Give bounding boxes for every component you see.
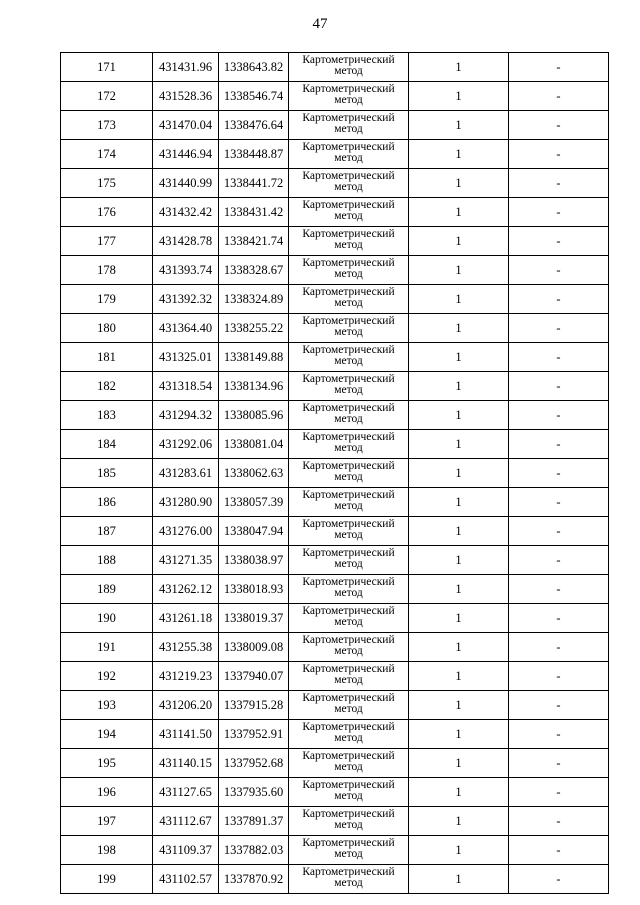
method-cell [289,314,409,343]
point-number-cell: 195 [61,749,153,778]
table-row [61,778,609,807]
method-cell [289,720,409,749]
precision-cell: 1 [409,807,509,836]
method-line-2: метод [334,413,363,425]
x-coordinate-cell: 431470.04 [153,111,219,140]
y-coordinate-cell: 1337915.28 [219,691,289,720]
point-number-cell: 191 [61,633,153,662]
method-cell [289,256,409,285]
method-line-1: Картометрический [302,692,395,704]
precision-cell: 1 [409,198,509,227]
table-row [61,430,609,459]
precision-cell: 1 [409,546,509,575]
table-row [61,285,609,314]
method-line-2: метод [334,152,363,164]
method-cell [289,343,409,372]
precision-cell: 1 [409,53,509,82]
method-cell [289,82,409,111]
description-cell: - [509,82,609,111]
x-coordinate-cell: 431271.35 [153,546,219,575]
x-coordinate-cell: 431127.65 [153,778,219,807]
method-cell [289,488,409,517]
point-number-cell: 188 [61,546,153,575]
description-cell: - [509,865,609,894]
point-number-cell: 185 [61,459,153,488]
y-coordinate-cell: 1338062.63 [219,459,289,488]
precision-cell: 1 [409,517,509,546]
y-coordinate-cell: 1338448.87 [219,140,289,169]
point-number-cell: 176 [61,198,153,227]
table-row [61,111,609,140]
description-cell: - [509,575,609,604]
point-number-cell: 181 [61,343,153,372]
description-cell: - [509,662,609,691]
method-cell [289,691,409,720]
description-cell: - [509,778,609,807]
y-coordinate-cell: 1338019.37 [219,604,289,633]
method-line-2: метод [334,355,363,367]
method-cell [289,459,409,488]
x-coordinate-cell: 431325.01 [153,343,219,372]
method-cell [289,865,409,894]
point-number-cell: 197 [61,807,153,836]
method-line-1: Картометрический [302,199,395,211]
precision-cell: 1 [409,459,509,488]
method-cell [289,372,409,401]
point-number-cell: 192 [61,662,153,691]
coordinates-table-body [61,53,609,894]
method-line-2: метод [334,529,363,541]
method-line-2: метод [334,848,363,860]
precision-cell: 1 [409,82,509,111]
method-line-2: метод [334,558,363,570]
x-coordinate-cell: 431528.36 [153,82,219,111]
point-number-cell: 198 [61,836,153,865]
method-line-1: Картометрический [302,576,395,588]
method-line-1: Картометрический [302,634,395,646]
point-number-cell: 187 [61,517,153,546]
x-coordinate-cell: 431140.15 [153,749,219,778]
point-number-cell: 182 [61,372,153,401]
y-coordinate-cell: 1338149.88 [219,343,289,372]
precision-cell: 1 [409,575,509,604]
table-row [61,53,609,82]
precision-cell: 1 [409,111,509,140]
description-cell: - [509,53,609,82]
y-coordinate-cell: 1338441.72 [219,169,289,198]
point-number-cell: 175 [61,169,153,198]
point-number-cell: 199 [61,865,153,894]
method-line-2: метод [334,732,363,744]
method-line-1: Картометрический [302,721,395,733]
method-cell [289,198,409,227]
y-coordinate-cell: 1338081.04 [219,430,289,459]
precision-cell: 1 [409,285,509,314]
point-number-cell: 193 [61,691,153,720]
precision-cell: 1 [409,314,509,343]
method-line-2: метод [334,587,363,599]
point-number-cell: 184 [61,430,153,459]
table-row [61,575,609,604]
x-coordinate-cell: 431102.57 [153,865,219,894]
description-cell: - [509,836,609,865]
x-coordinate-cell: 431294.32 [153,401,219,430]
method-line-1: Картометрический [302,460,395,472]
x-coordinate-cell: 431280.90 [153,488,219,517]
y-coordinate-cell: 1338431.42 [219,198,289,227]
description-cell: - [509,140,609,169]
table-row [61,691,609,720]
description-cell: - [509,227,609,256]
description-cell: - [509,198,609,227]
method-line-1: Картометрический [302,112,395,124]
y-coordinate-cell: 1338009.08 [219,633,289,662]
method-cell [289,227,409,256]
x-coordinate-cell: 431219.23 [153,662,219,691]
point-number-cell: 174 [61,140,153,169]
description-cell: - [509,111,609,140]
method-cell [289,807,409,836]
method-cell [289,546,409,575]
point-number-cell: 196 [61,778,153,807]
method-line-1: Картометрический [302,344,395,356]
table-row [61,372,609,401]
y-coordinate-cell: 1338328.67 [219,256,289,285]
method-line-2: метод [334,819,363,831]
y-coordinate-cell: 1337952.68 [219,749,289,778]
method-line-1: Картометрический [302,257,395,269]
point-number-cell: 190 [61,604,153,633]
description-cell: - [509,169,609,198]
x-coordinate-cell: 431446.94 [153,140,219,169]
point-number-cell: 177 [61,227,153,256]
method-cell [289,401,409,430]
y-coordinate-cell: 1338643.82 [219,53,289,82]
x-coordinate-cell: 431261.18 [153,604,219,633]
description-cell: - [509,430,609,459]
method-cell [289,140,409,169]
description-cell: - [509,633,609,662]
method-line-1: Картометрический [302,779,395,791]
y-coordinate-cell: 1338047.94 [219,517,289,546]
point-number-cell: 172 [61,82,153,111]
y-coordinate-cell: 1338057.39 [219,488,289,517]
precision-cell: 1 [409,836,509,865]
table-row [61,140,609,169]
table-row [61,459,609,488]
y-coordinate-cell: 1338018.93 [219,575,289,604]
method-line-2: метод [334,123,363,135]
x-coordinate-cell: 431392.32 [153,285,219,314]
description-cell: - [509,691,609,720]
precision-cell: 1 [409,488,509,517]
method-line-1: Картометрический [302,518,395,530]
method-cell [289,604,409,633]
point-number-cell: 183 [61,401,153,430]
method-line-1: Картометрический [302,866,395,878]
table-row [61,488,609,517]
method-line-2: метод [334,210,363,222]
table-row [61,865,609,894]
x-coordinate-cell: 431255.38 [153,633,219,662]
y-coordinate-cell: 1337935.60 [219,778,289,807]
table-row [61,256,609,285]
y-coordinate-cell: 1338476.64 [219,111,289,140]
precision-cell: 1 [409,256,509,285]
y-coordinate-cell: 1337882.03 [219,836,289,865]
method-line-2: метод [334,616,363,628]
description-cell: - [509,749,609,778]
y-coordinate-cell: 1337891.37 [219,807,289,836]
precision-cell: 1 [409,720,509,749]
method-line-1: Картометрический [302,141,395,153]
method-line-2: метод [334,239,363,251]
y-coordinate-cell: 1338255.22 [219,314,289,343]
description-cell: - [509,604,609,633]
x-coordinate-cell: 431393.74 [153,256,219,285]
method-line-1: Картометрический [302,83,395,95]
y-coordinate-cell: 1338421.74 [219,227,289,256]
x-coordinate-cell: 431109.37 [153,836,219,865]
description-cell: - [509,314,609,343]
method-cell [289,575,409,604]
x-coordinate-cell: 431440.99 [153,169,219,198]
x-coordinate-cell: 431112.67 [153,807,219,836]
x-coordinate-cell: 431262.12 [153,575,219,604]
method-line-2: метод [334,761,363,773]
description-cell: - [509,459,609,488]
method-line-2: метод [334,65,363,77]
precision-cell: 1 [409,430,509,459]
table-row [61,169,609,198]
method-line-1: Картометрический [302,489,395,501]
precision-cell: 1 [409,778,509,807]
description-cell: - [509,285,609,314]
method-line-2: метод [334,790,363,802]
point-number-cell: 194 [61,720,153,749]
method-cell [289,662,409,691]
method-cell [289,430,409,459]
method-cell [289,111,409,140]
precision-cell: 1 [409,633,509,662]
x-coordinate-cell: 431431.96 [153,53,219,82]
precision-cell: 1 [409,691,509,720]
precision-cell: 1 [409,372,509,401]
method-line-1: Картометрический [302,547,395,559]
y-coordinate-cell: 1338324.89 [219,285,289,314]
point-number-cell: 173 [61,111,153,140]
coordinates-table [60,52,609,894]
description-cell: - [509,488,609,517]
method-line-2: метод [334,268,363,280]
description-cell: - [509,401,609,430]
precision-cell: 1 [409,865,509,894]
method-line-1: Картометрический [302,605,395,617]
description-cell: - [509,546,609,575]
x-coordinate-cell: 431141.50 [153,720,219,749]
method-cell [289,169,409,198]
precision-cell: 1 [409,401,509,430]
y-coordinate-cell: 1338546.74 [219,82,289,111]
precision-cell: 1 [409,343,509,372]
method-line-2: метод [334,703,363,715]
x-coordinate-cell: 431276.00 [153,517,219,546]
precision-cell: 1 [409,662,509,691]
method-cell [289,749,409,778]
x-coordinate-cell: 431428.78 [153,227,219,256]
description-cell: - [509,720,609,749]
precision-cell: 1 [409,749,509,778]
method-line-2: метод [334,297,363,309]
page-number: 47 [312,16,328,32]
precision-cell: 1 [409,227,509,256]
table-row [61,517,609,546]
description-cell: - [509,372,609,401]
precision-cell: 1 [409,604,509,633]
description-cell: - [509,807,609,836]
method-line-2: метод [334,442,363,454]
table-row [61,633,609,662]
method-line-1: Картометрический [302,170,395,182]
method-line-1: Картометрический [302,373,395,385]
description-cell: - [509,343,609,372]
point-number-cell: 189 [61,575,153,604]
point-number-cell: 178 [61,256,153,285]
method-line-1: Картометрический [302,431,395,443]
point-number-cell: 171 [61,53,153,82]
method-line-1: Картометрический [302,402,395,414]
method-line-1: Картометрический [302,228,395,240]
table-row [61,401,609,430]
y-coordinate-cell: 1338038.97 [219,546,289,575]
y-coordinate-cell: 1337952.91 [219,720,289,749]
method-cell [289,633,409,662]
table-row [61,720,609,749]
x-coordinate-cell: 431318.54 [153,372,219,401]
precision-cell: 1 [409,140,509,169]
method-cell [289,778,409,807]
y-coordinate-cell: 1337870.92 [219,865,289,894]
y-coordinate-cell: 1338085.96 [219,401,289,430]
description-cell: - [509,256,609,285]
x-coordinate-cell: 431364.40 [153,314,219,343]
method-line-1: Картометрический [302,663,395,675]
method-line-2: метод [334,384,363,396]
x-coordinate-cell: 431206.20 [153,691,219,720]
point-number-cell: 180 [61,314,153,343]
table-row [61,314,609,343]
x-coordinate-cell: 431432.42 [153,198,219,227]
precision-cell: 1 [409,169,509,198]
table-row [61,343,609,372]
method-line-2: метод [334,645,363,657]
method-cell [289,836,409,865]
method-line-2: метод [334,877,363,889]
table-row [61,82,609,111]
method-line-1: Картометрический [302,54,395,66]
method-line-2: метод [334,471,363,483]
method-line-1: Картометрический [302,315,395,327]
method-line-2: метод [334,94,363,106]
method-line-2: метод [334,674,363,686]
table-row [61,836,609,865]
table-row [61,227,609,256]
x-coordinate-cell: 431283.61 [153,459,219,488]
table-row [61,807,609,836]
table-row [61,749,609,778]
method-line-2: метод [334,326,363,338]
method-line-1: Картометрический [302,750,395,762]
table-row [61,604,609,633]
point-number-cell: 179 [61,285,153,314]
method-line-1: Картометрический [302,286,395,298]
x-coordinate-cell: 431292.06 [153,430,219,459]
method-cell [289,517,409,546]
method-line-2: метод [334,500,363,512]
table-row [61,546,609,575]
method-cell [289,53,409,82]
method-cell [289,285,409,314]
y-coordinate-cell: 1337940.07 [219,662,289,691]
method-line-1: Картометрический [302,837,395,849]
table-row [61,662,609,691]
table-row [61,198,609,227]
method-line-1: Картометрический [302,808,395,820]
method-line-2: метод [334,181,363,193]
description-cell: - [509,517,609,546]
y-coordinate-cell: 1338134.96 [219,372,289,401]
point-number-cell: 186 [61,488,153,517]
